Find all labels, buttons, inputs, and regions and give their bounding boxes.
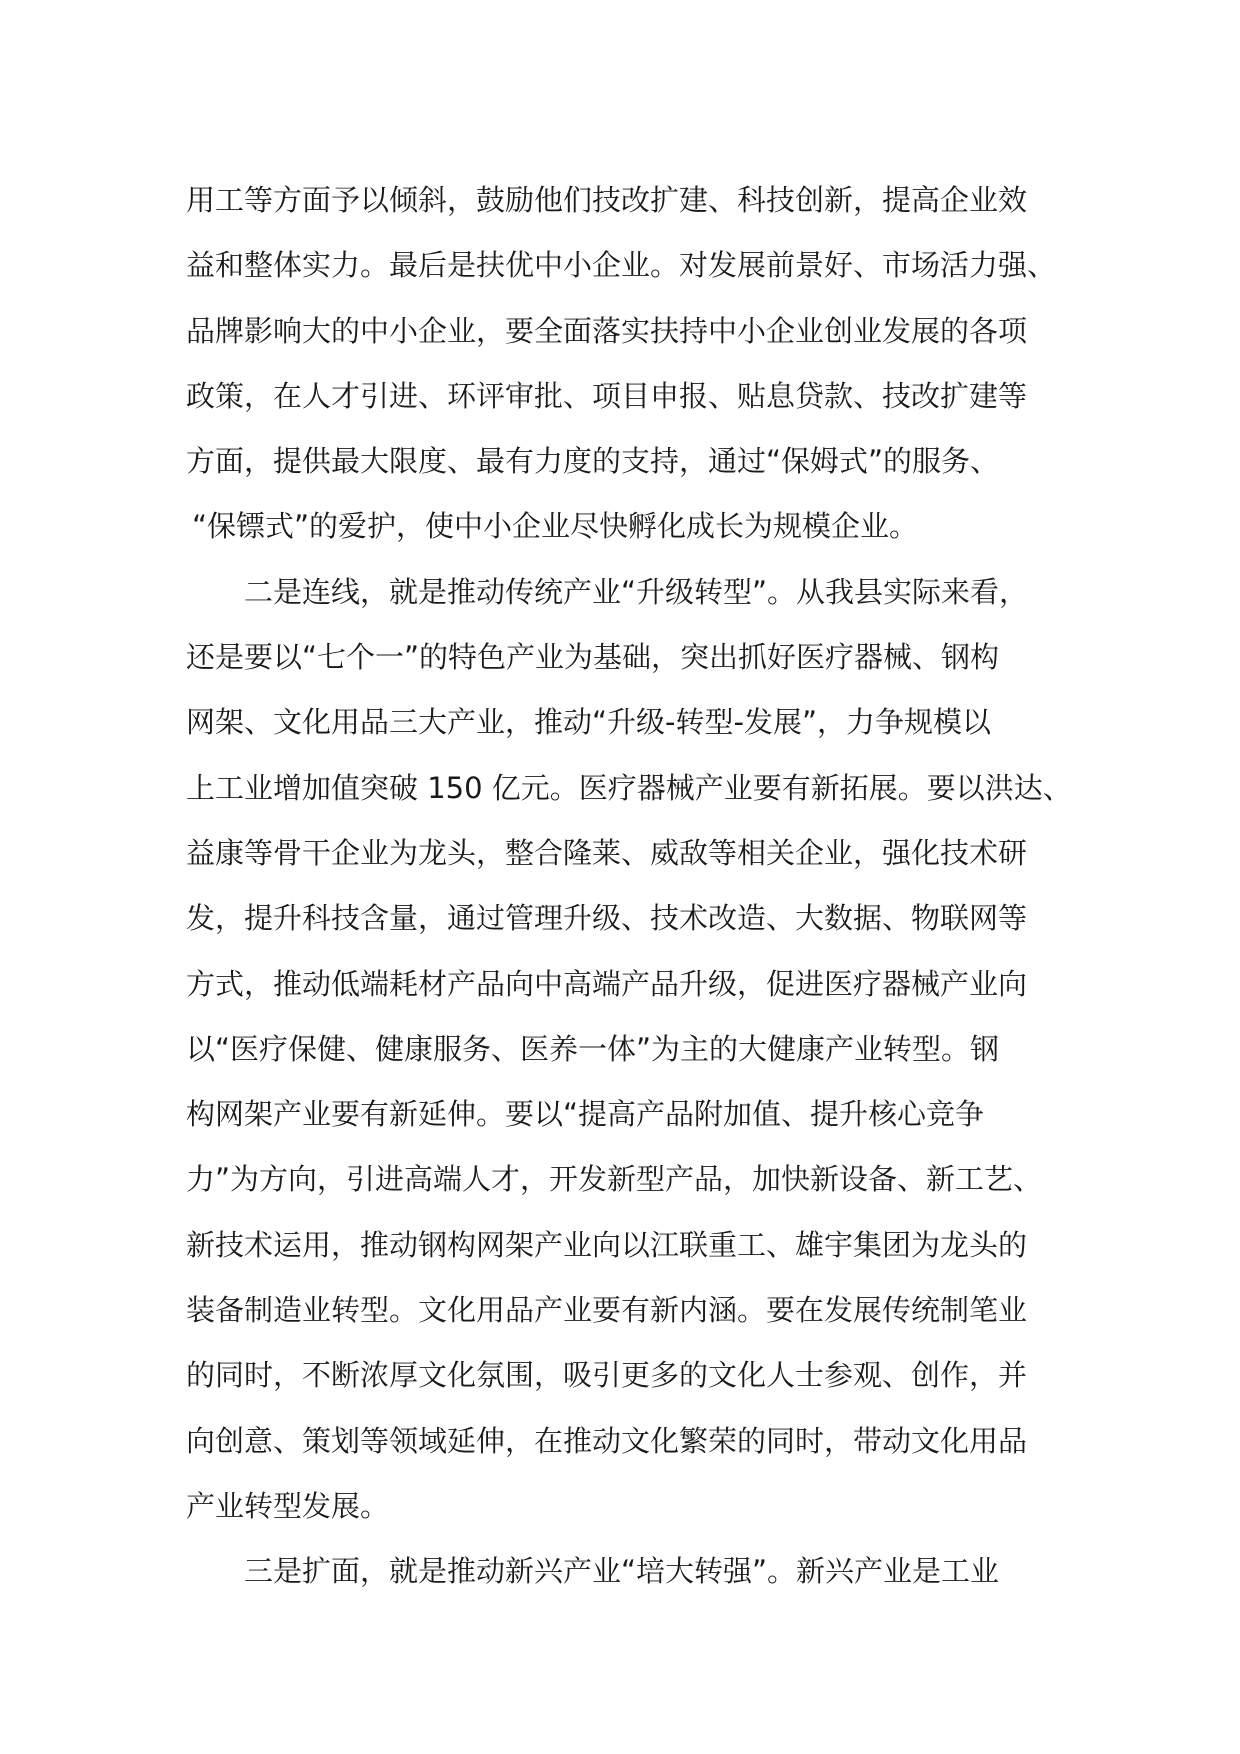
text-line: 新技术运用，推动钢构网架产业向以江联重工、雄宇集团为龙头的: [186, 1227, 1028, 1262]
text-line: 网架、文化用品三大产业，推动“升级-转型-发展”，力争规模以: [186, 705, 991, 740]
text-line: 品牌影响大的中小企业，要全面落实扶持中小企业创业发展的各项: [186, 313, 1028, 348]
text-line: 力”为方向，引进高端人才，开发新型产品，加快新设备、新工艺、: [186, 1162, 1043, 1197]
text-line: 还是要以“七个一”的特色产业为基础，突出抓好医疗器械、钢构: [186, 640, 1000, 675]
text-line: 方面，提供最大限度、最有力度的支持，通过“保姆式”的服务、: [186, 444, 1000, 479]
text-line: 用工等方面予以倾斜，鼓励他们技改扩建、科技创新，提高企业效: [186, 183, 1028, 217]
text-line: “保镖式”的爱护，使中小企业尽快孵化成长为规模企业。: [192, 509, 919, 544]
paragraph-start-line: 三是扩面，就是推动新兴产业“培大转强”。新兴产业是工业: [244, 1554, 1000, 1589]
text-line: 益和整体实力。最后是扶优中小企业。对发展前景好、市场活力强、: [186, 248, 1057, 283]
text-line: 以“医疗保健、健康服务、医养一体”为主的大健康产业转型。钢: [186, 1031, 1000, 1066]
text-line: 装备制造业转型。文化用品产业要有新内涵。要在发展传统制笔业: [186, 1293, 1028, 1328]
text-line: 构网架产业要有新延伸。要以“提高产品附加值、提升核心竞争: [186, 1097, 985, 1132]
text-line: 向创意、策划等领域延伸，在推动文化繁荣的同时，带动文化用品: [186, 1423, 1028, 1458]
text-line: 的同时，不断浓厚文化氛围，吸引更多的文化人士参观、创作，并: [186, 1358, 1028, 1393]
text-line: 上工业增加值突破 150 亿元。医疗器械产业要有新拓展。要以洪达、: [186, 770, 1072, 805]
text-line: 产业转型发展。: [186, 1488, 390, 1523]
text-line: 发，提升科技含量，通过管理升级、技术改造、大数据、物联网等: [186, 901, 1028, 936]
text-line: 益康等骨干企业为龙头，整合隆莱、威敌等相关企业，强化技术研: [186, 835, 1028, 870]
body-text: [186, 168, 1076, 1605]
text-line: 政策，在人才引进、环评审批、项目申报、贴息贷款、技改扩建等: [186, 378, 1028, 413]
text-line: 方式，推动低端耗材产品向中高端产品升级，促进医疗器械产业向: [186, 966, 1028, 1001]
paragraph-start-line: 二是连线，就是推动传统产业“升级转型”。从我县实际来看，: [244, 574, 1029, 609]
